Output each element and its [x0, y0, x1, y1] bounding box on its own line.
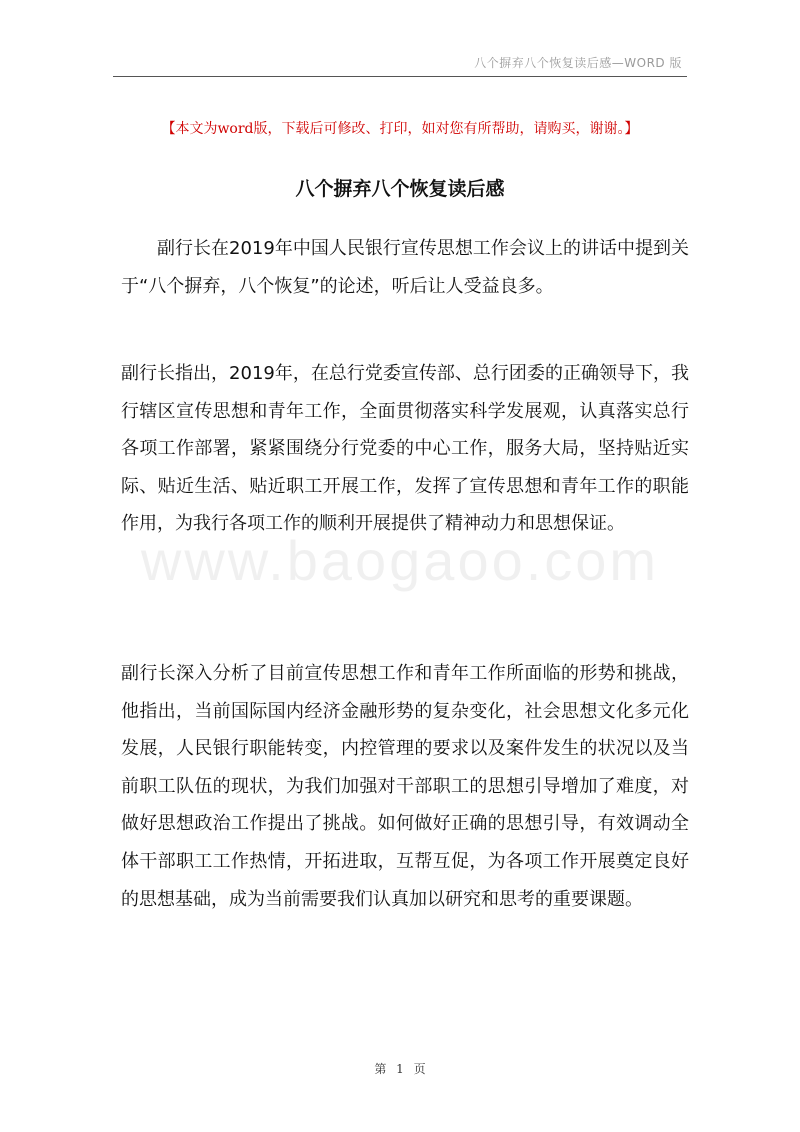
paragraph-3: 副行长深入分析了目前宣传思想工作和青年工作所面临的形势和挑战，他指出，当前国际国内经济金融形势的复杂变化，社会思想文化多元化发展，人民银行职能转变，内控管理的要求以及案件发生的状况以及当前职工队伍的现状，为我们加强对干部职工的思想引导增加了难度，对做好思想政治工作提出了挑战。如何做好正确的思想引导，有效调动全体干部职工工作热情，开拓进取，互帮互促，为各项工作开展奠定良好的思想基础，成为当前需要我们认真加以研究和思考的重要课题。: [121, 663, 689, 910]
document-title: 八个摒弃八个恢复读后感: [295, 178, 505, 200]
watermark: www.baogaoo.com: [140, 529, 660, 592]
page-number: 1: [396, 1062, 404, 1076]
download-notice: 【本文为word版，下载后可修改、打印，如对您有所帮助，请购买，谢谢。】: [161, 121, 639, 137]
header-divider: [113, 76, 687, 77]
paragraph-1: 副行长在2019年中国人民银行宣传思想工作会议上的讲话中提到关于“八个摒弃，八个恢复”的论述，听后让人受益良多。: [121, 238, 689, 297]
page-footer: [0, 1060, 800, 1077]
page-prefix: 第: [374, 1062, 387, 1076]
running-header-title: 八个摒弃八个恢复读后感—WORD 版: [474, 56, 682, 70]
page-suffix: 页: [413, 1062, 426, 1076]
paragraph-2: 副行长指出，2019年，在总行党委宣传部、总行团委的正确领导下，我行辖区宣传思想和青年工作，全面贯彻落实科学发展观，认真落实总行各项工作部署，紧紧围绕分行党委的中心工作，服务大局，坚持贴近实际、贴近生活、贴近职工开展工作，发挥了宣传思想和青年工作的职能作用，为我行各项工作的顺利开展提供了精神动力和思想保证。: [121, 363, 689, 535]
